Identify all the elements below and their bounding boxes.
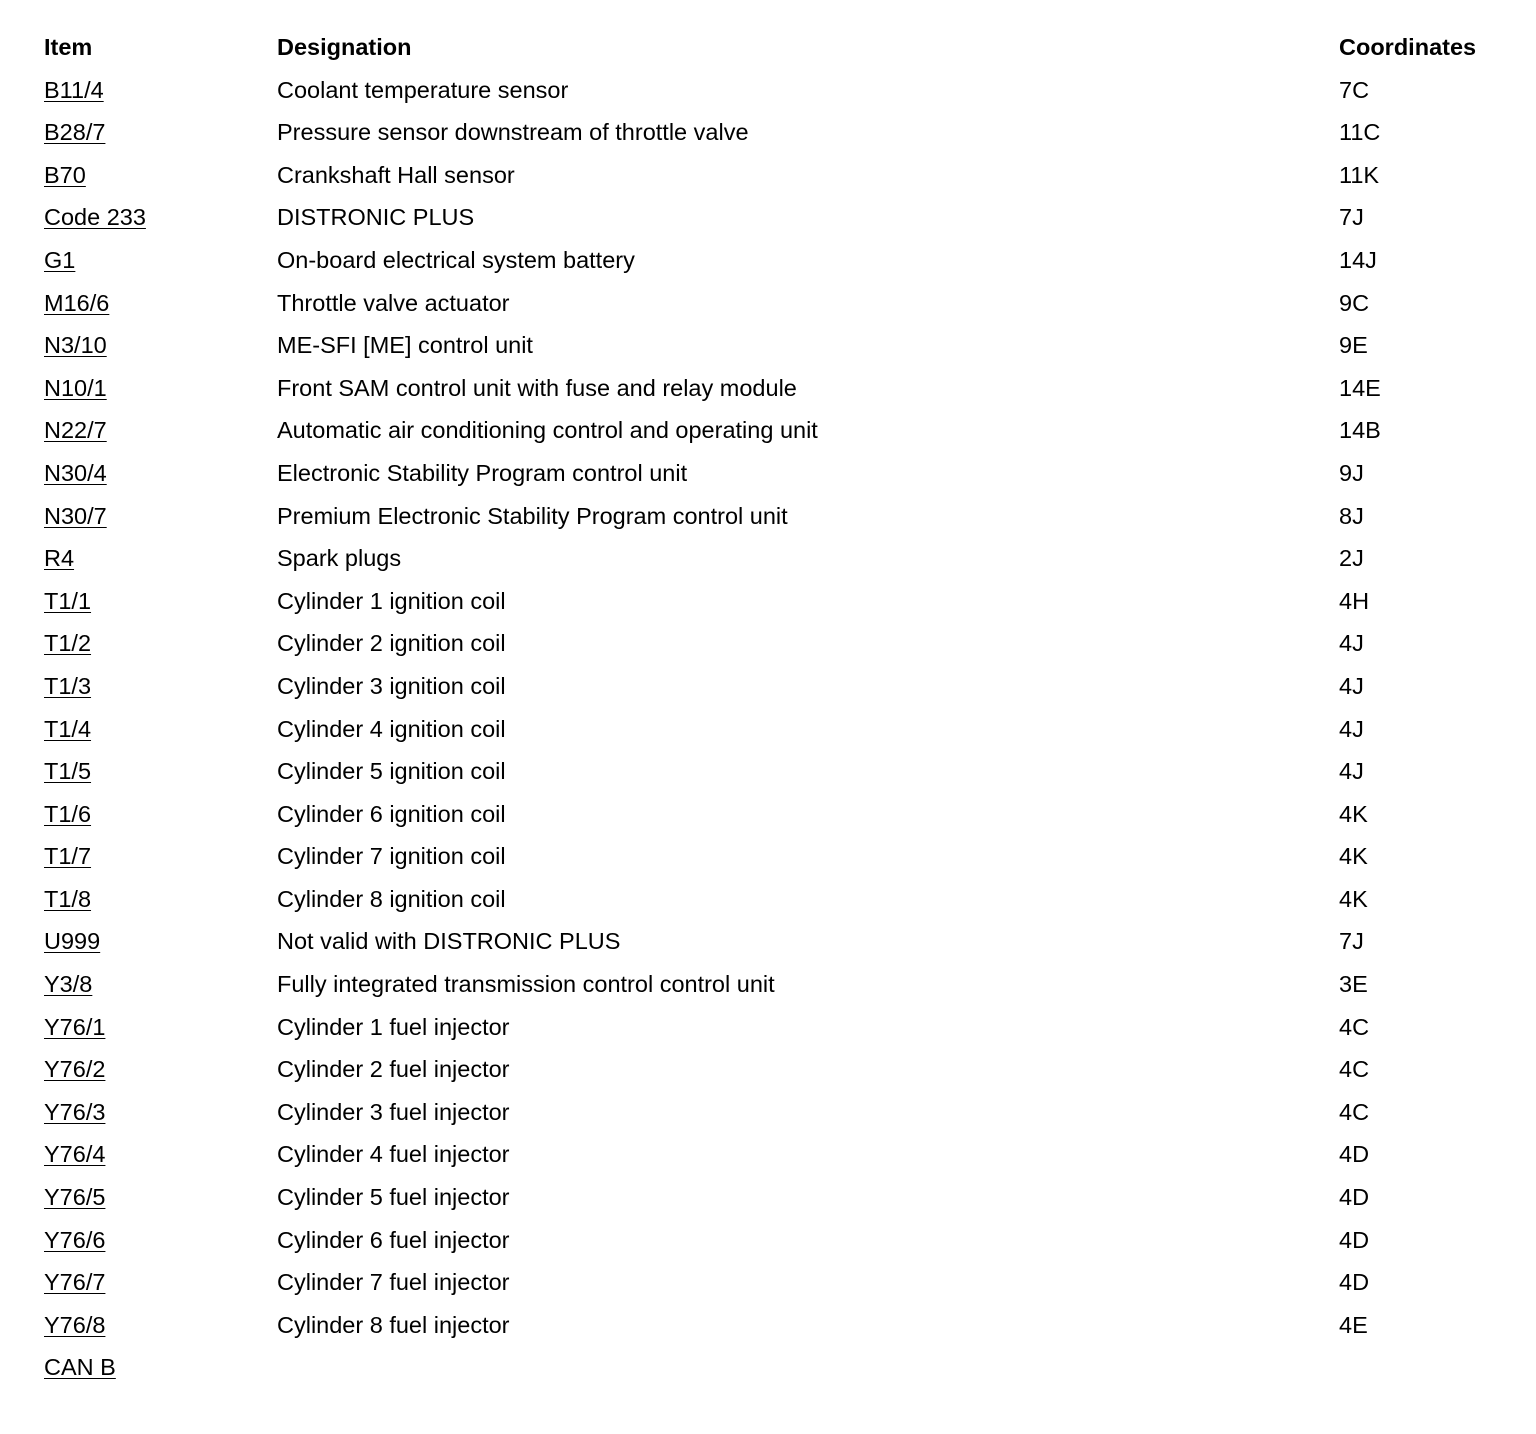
item-cell	[44, 793, 91, 836]
item-link[interactable]: T1/8	[44, 885, 92, 912]
item-link[interactable]: Y76/1	[44, 1013, 106, 1040]
coordinates-cell: 7J	[1339, 204, 1364, 231]
designation-cell: Cylinder 8 fuel injector	[277, 1311, 510, 1338]
coordinates-cell: 2J	[1339, 545, 1364, 572]
coordinates-cell: 4D	[1339, 1269, 1370, 1296]
table-row	[44, 708, 1504, 751]
coordinates-cell: 4C	[1339, 1013, 1370, 1040]
coordinates-cell: 4C	[1339, 1098, 1370, 1125]
coordinates-cell: 14J	[1339, 246, 1377, 273]
item-link[interactable]: G1	[44, 246, 76, 273]
item-cell	[44, 1133, 105, 1176]
coordinates-cell: 4K	[1339, 885, 1368, 912]
item-cell	[44, 154, 86, 197]
coordinates-cell: 4H	[1339, 587, 1370, 614]
designation-cell: Not valid with DISTRONIC PLUS	[277, 928, 621, 955]
coordinates-cell: 3E	[1339, 971, 1368, 998]
designation-cell: Front SAM control unit with fuse and relay module	[277, 374, 797, 401]
designation-cell: Cylinder 8 ignition coil	[277, 885, 506, 912]
table-row	[44, 1219, 1504, 1262]
coordinates-cell: 9J	[1339, 459, 1364, 486]
table-row	[44, 495, 1504, 538]
table-row	[44, 750, 1504, 793]
item-link[interactable]: N3/10	[44, 332, 107, 359]
item-link[interactable]: Y76/2	[44, 1056, 106, 1083]
item-link[interactable]: Y76/3	[44, 1098, 106, 1125]
coordinates-cell: 14B	[1339, 417, 1381, 444]
item-cell	[44, 1346, 116, 1389]
item-cell	[44, 622, 91, 665]
item-link[interactable]: Y3/8	[44, 971, 93, 998]
item-cell	[44, 282, 109, 325]
coordinates-cell: 4J	[1339, 715, 1364, 742]
column-header-coordinates: Coordinates	[1339, 34, 1477, 60]
item-link[interactable]: Y76/4	[44, 1141, 106, 1168]
item-cell	[44, 409, 107, 452]
designation-cell: On-board electrical system battery	[277, 246, 635, 273]
designation-cell: Cylinder 2 ignition coil	[277, 630, 506, 657]
table-row	[44, 1091, 1504, 1134]
coordinates-cell: 4D	[1339, 1226, 1370, 1253]
item-link[interactable]: Y76/8	[44, 1311, 106, 1338]
coordinates-cell: 4D	[1339, 1141, 1370, 1168]
table-row	[44, 1133, 1504, 1176]
coordinates-cell: 4E	[1339, 1311, 1368, 1338]
item-cell	[44, 1091, 105, 1134]
designation-cell: Electronic Stability Program control unit	[277, 459, 688, 486]
designation-cell: Cylinder 6 ignition coil	[277, 800, 506, 827]
designation-cell: ME-SFI [ME] control unit	[277, 332, 533, 359]
coordinates-cell: 7J	[1339, 928, 1364, 955]
item-cell	[44, 196, 146, 239]
table-row	[44, 622, 1504, 665]
table-row	[44, 1304, 1504, 1347]
designation-cell: Cylinder 7 ignition coil	[277, 843, 506, 870]
item-link[interactable]: U999	[44, 928, 101, 955]
coordinates-cell: 11K	[1339, 161, 1380, 188]
coordinates-cell: 4K	[1339, 843, 1368, 870]
item-link[interactable]: N30/4	[44, 459, 107, 486]
item-cell	[44, 1006, 105, 1049]
designation-cell: Automatic air conditioning control and operating unit	[277, 417, 818, 444]
item-link[interactable]: B28/7	[44, 119, 106, 146]
item-cell	[44, 452, 107, 495]
item-link[interactable]: T1/3	[44, 672, 92, 699]
item-cell	[44, 239, 75, 282]
legend-header-row	[44, 26, 1504, 69]
item-link[interactable]: N10/1	[44, 374, 107, 401]
table-row	[44, 920, 1504, 963]
table-row	[44, 1048, 1504, 1091]
designation-cell: Cylinder 3 fuel injector	[277, 1098, 510, 1125]
table-row	[44, 580, 1504, 623]
item-link[interactable]: R4	[44, 545, 75, 572]
coordinates-cell: 4K	[1339, 800, 1368, 827]
item-cell	[44, 963, 92, 1006]
designation-cell: Throttle valve actuator	[277, 289, 510, 316]
item-cell	[44, 708, 91, 751]
table-row	[44, 1006, 1504, 1049]
table-row	[44, 1261, 1504, 1304]
item-link[interactable]: Y76/5	[44, 1184, 106, 1211]
item-cell	[44, 750, 91, 793]
table-row	[44, 409, 1504, 452]
table-row	[44, 1346, 1504, 1389]
item-link[interactable]: T1/6	[44, 800, 92, 827]
column-header-item: Item	[44, 34, 93, 60]
item-cell	[44, 580, 91, 623]
item-link[interactable]: CAN B	[44, 1354, 116, 1381]
column-header-designation: Designation	[277, 34, 412, 60]
coordinates-cell: 9C	[1339, 289, 1370, 316]
coordinates-cell: 11C	[1339, 119, 1381, 146]
table-row	[44, 111, 1504, 154]
item-link[interactable]: Y76/6	[44, 1226, 106, 1253]
item-link[interactable]: N22/7	[44, 417, 107, 444]
coordinates-cell: 4D	[1339, 1184, 1370, 1211]
item-link[interactable]: T1/7	[44, 843, 92, 870]
table-row	[44, 282, 1504, 325]
coordinates-cell: 4J	[1339, 630, 1364, 657]
item-cell	[44, 1176, 105, 1219]
coordinates-cell: 4J	[1339, 758, 1364, 785]
item-link[interactable]: M16/6	[44, 289, 110, 316]
table-row	[44, 69, 1504, 112]
table-row	[44, 196, 1504, 239]
table-row	[44, 963, 1504, 1006]
coordinates-cell: 14E	[1339, 374, 1381, 401]
designation-cell: Coolant temperature sensor	[277, 76, 569, 103]
item-link[interactable]: Code 233	[44, 204, 146, 231]
item-link[interactable]: N30/7	[44, 502, 107, 529]
coordinates-cell: 8J	[1339, 502, 1364, 529]
table-row	[44, 239, 1504, 282]
legend-rows	[44, 69, 1504, 1389]
table-row	[44, 835, 1504, 878]
item-cell	[44, 324, 107, 367]
designation-cell: Cylinder 1 ignition coil	[277, 587, 506, 614]
coordinates-cell: 4J	[1339, 672, 1364, 699]
item-link[interactable]: B11/4	[44, 76, 104, 103]
designation-cell: Cylinder 1 fuel injector	[277, 1013, 510, 1040]
designation-cell: Premium Electronic Stability Program control unit	[277, 502, 788, 529]
component-legend-table	[44, 26, 1504, 1389]
item-cell	[44, 1048, 105, 1091]
item-cell	[44, 665, 91, 708]
designation-cell: Cylinder 3 ignition coil	[277, 672, 506, 699]
item-link[interactable]: T1/4	[44, 715, 92, 742]
item-cell	[44, 835, 91, 878]
table-row	[44, 452, 1504, 495]
item-link[interactable]: Y76/7	[44, 1269, 106, 1296]
designation-cell: Pressure sensor downstream of throttle valve	[277, 119, 749, 146]
table-row	[44, 154, 1504, 197]
item-link[interactable]: T1/1	[44, 587, 92, 614]
designation-cell: Cylinder 6 fuel injector	[277, 1226, 510, 1253]
designation-cell: Crankshaft Hall sensor	[277, 161, 515, 188]
table-row	[44, 537, 1504, 580]
table-row	[44, 878, 1504, 921]
coordinates-cell: 9E	[1339, 332, 1368, 359]
item-cell	[44, 878, 91, 921]
designation-cell: Cylinder 5 ignition coil	[277, 758, 506, 785]
table-row	[44, 367, 1504, 410]
coordinates-cell: 7C	[1339, 76, 1370, 103]
designation-cell: Spark plugs	[277, 545, 402, 572]
table-row	[44, 1176, 1504, 1219]
item-cell	[44, 495, 107, 538]
designation-cell: Cylinder 2 fuel injector	[277, 1056, 510, 1083]
item-cell	[44, 367, 107, 410]
item-link[interactable]: T1/2	[44, 630, 92, 657]
designation-cell: Cylinder 5 fuel injector	[277, 1184, 510, 1211]
coordinates-cell: 4C	[1339, 1056, 1370, 1083]
designation-cell: Cylinder 7 fuel injector	[277, 1269, 510, 1296]
item-link[interactable]: B70	[44, 161, 86, 188]
item-cell	[44, 1304, 105, 1347]
designation-cell: Fully integrated transmission control control unit	[277, 971, 775, 998]
table-row	[44, 665, 1504, 708]
item-link[interactable]: T1/5	[44, 758, 92, 785]
item-cell	[44, 69, 104, 112]
designation-cell: DISTRONIC PLUS	[277, 204, 475, 231]
item-cell	[44, 1219, 105, 1262]
table-row	[44, 793, 1504, 836]
item-cell	[44, 920, 100, 963]
item-cell	[44, 537, 74, 580]
item-cell	[44, 111, 105, 154]
designation-cell: Cylinder 4 ignition coil	[277, 715, 506, 742]
item-cell	[44, 1261, 105, 1304]
table-row	[44, 324, 1504, 367]
designation-cell: Cylinder 4 fuel injector	[277, 1141, 510, 1168]
